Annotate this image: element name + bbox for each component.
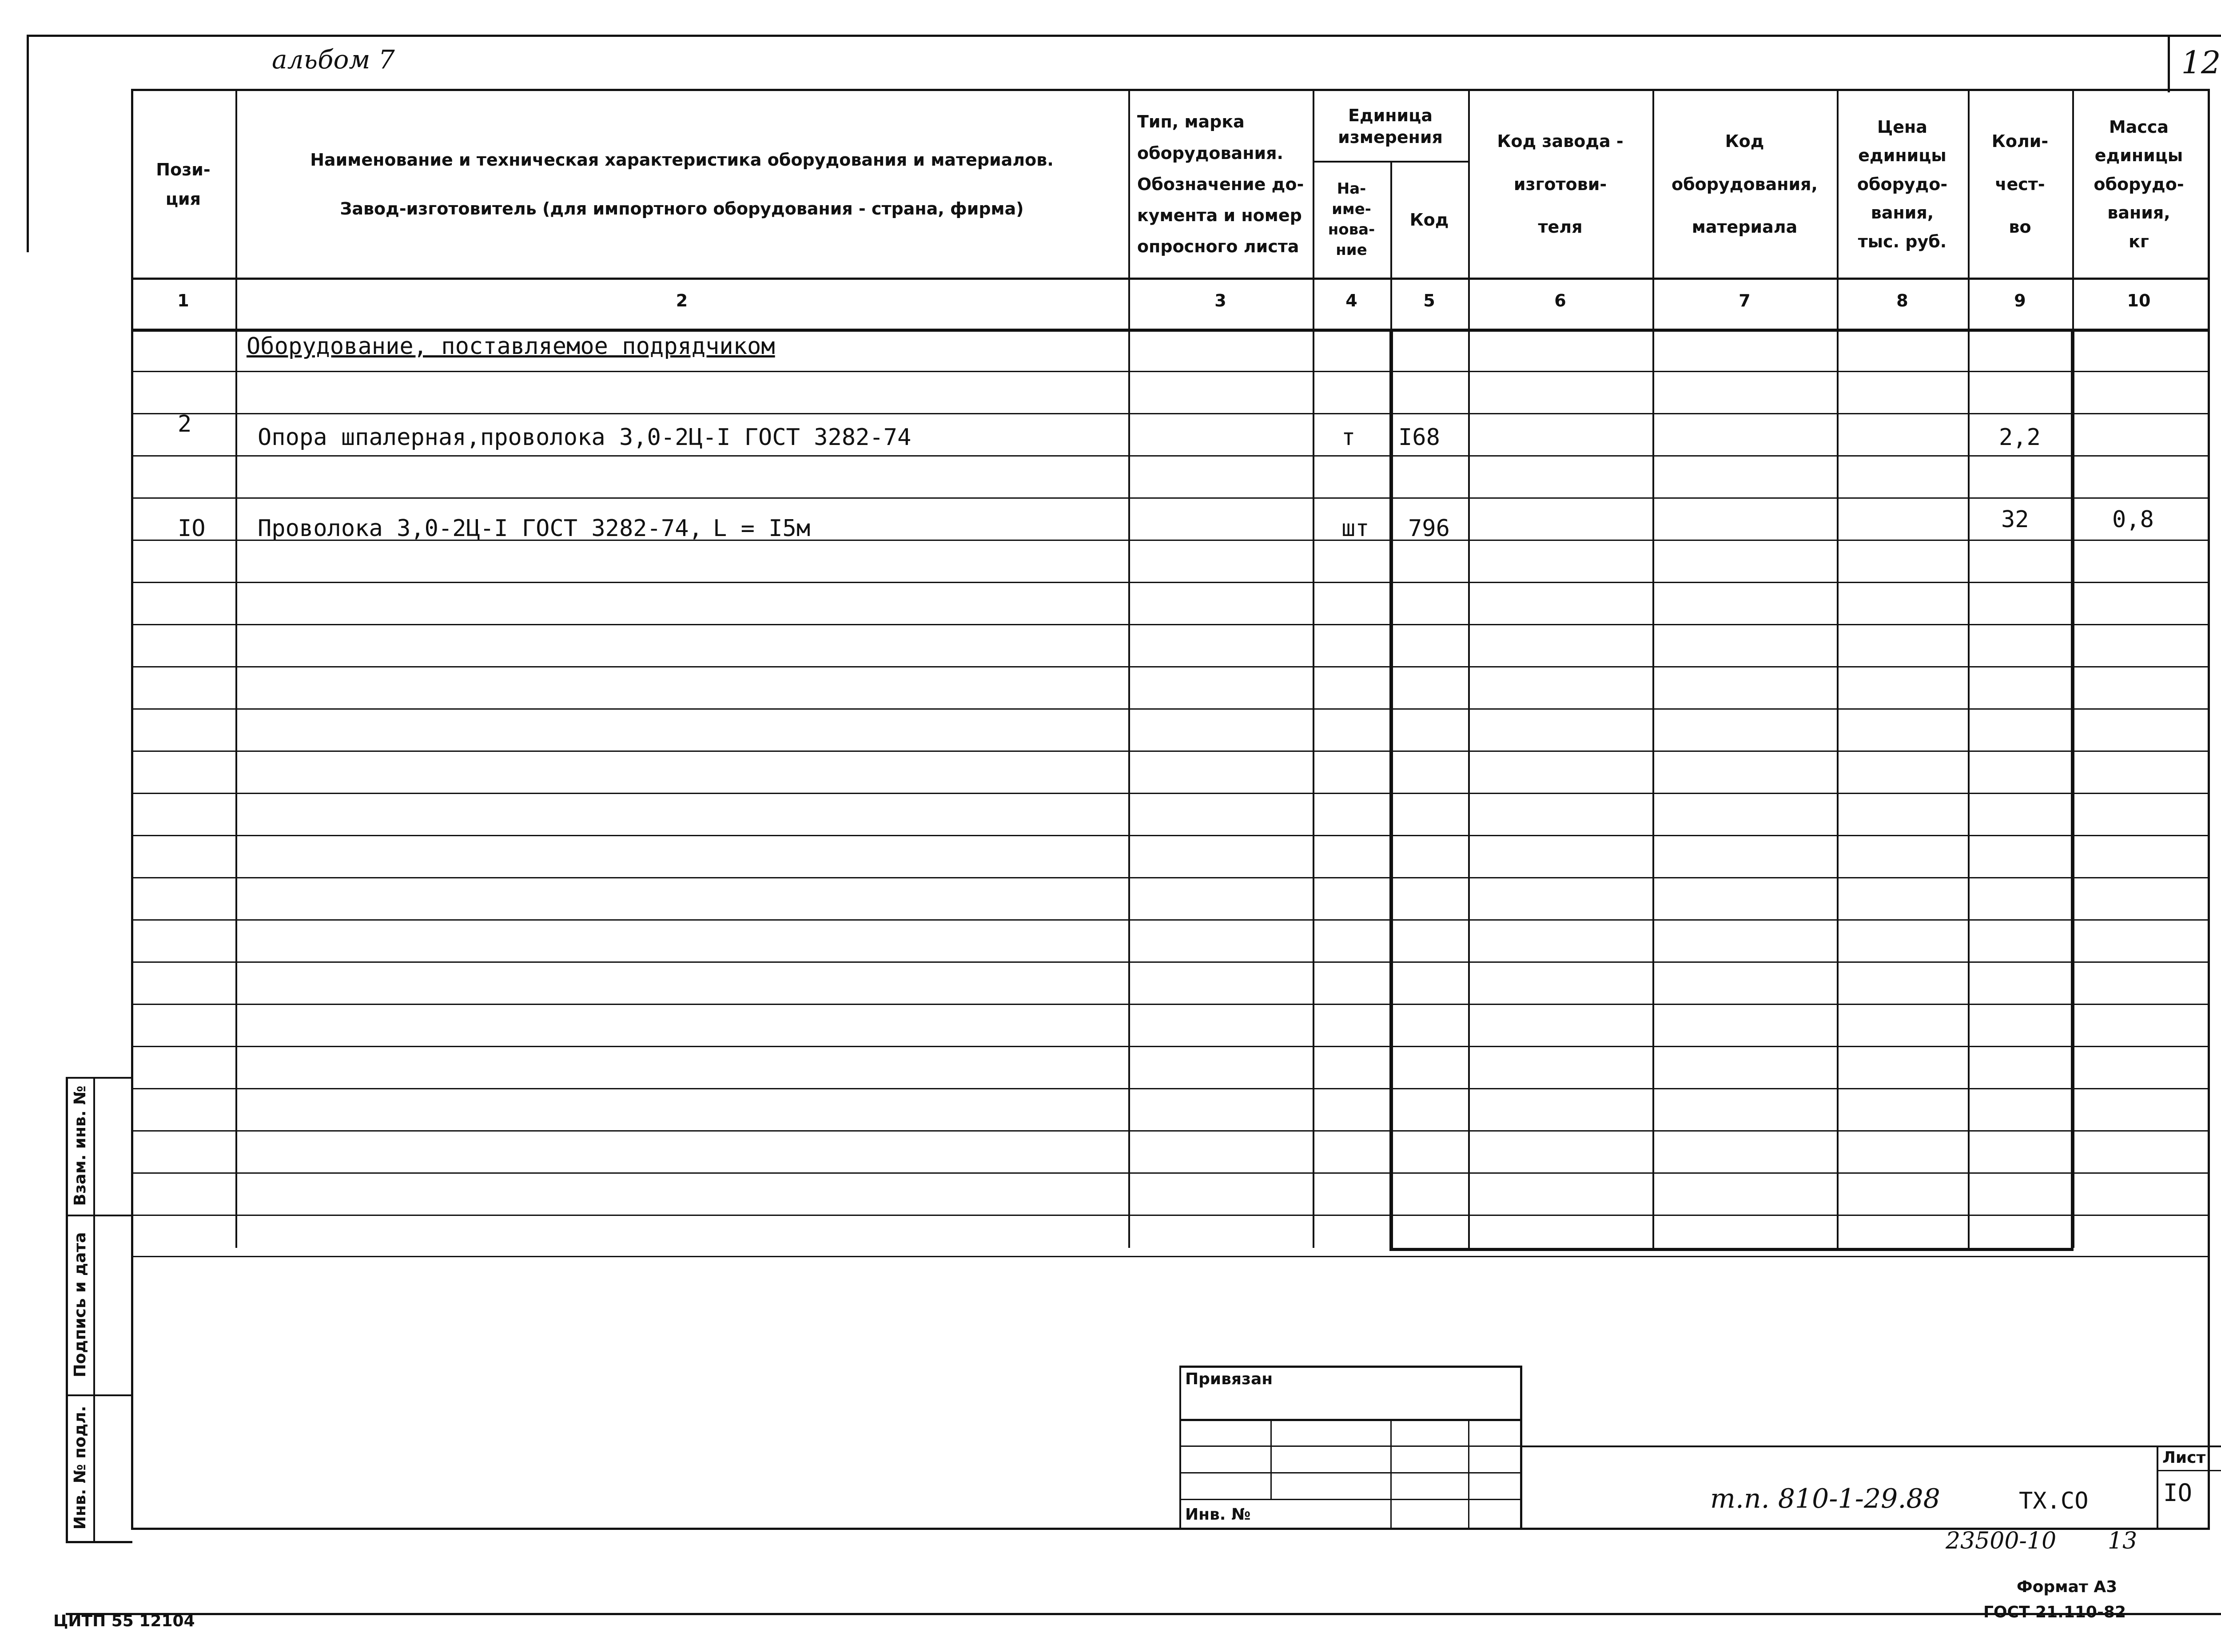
row-line xyxy=(131,413,2208,414)
row-line xyxy=(131,1130,2208,1132)
row-line xyxy=(131,455,2208,457)
colnum-8: 8 xyxy=(1896,291,1908,310)
frame-top xyxy=(27,35,2221,37)
header-type: Тип, марка оборудования. Обозначение до- кумента и номер опросного листа xyxy=(1137,112,1304,257)
body-bottom-line xyxy=(131,1256,2208,1257)
header-name: Наименование и техническая характеристика оборудования и материалов. Завод-изготовитель (для импортного оборудования - страна, фирма) xyxy=(310,150,1054,218)
row-1-name: Опора шпалерная,проволока 3,0-2Ц-I ГОСТ 3282-74 xyxy=(258,424,911,451)
row-line xyxy=(131,1004,2208,1005)
row-line xyxy=(131,1215,2208,1216)
priv-h4 xyxy=(1179,1499,1521,1500)
stamp-div-2 xyxy=(66,1394,132,1396)
row-2-pos: IO xyxy=(178,515,206,542)
colnum-6: 6 xyxy=(1554,291,1566,310)
format-label: Формат А3 xyxy=(2017,1578,2118,1596)
row-line xyxy=(131,751,2208,752)
row-line xyxy=(131,919,2208,921)
colnum-5: 5 xyxy=(1423,291,1435,310)
gost-label: ГОСТ 21.110-82 xyxy=(1983,1603,2126,1621)
header-factory-code: Код завода - изготови- теля xyxy=(1497,131,1624,237)
thick-box-bottom xyxy=(1389,1248,2074,1251)
colnum-bottom-line xyxy=(131,329,2208,332)
frame-bottom xyxy=(66,1613,2221,1615)
colnum-4: 4 xyxy=(1345,291,1357,310)
colnum-7: 7 xyxy=(1739,291,1751,310)
colnum-1: 1 xyxy=(177,291,189,310)
handwritten-number: 23500-10 xyxy=(1946,1528,2057,1554)
colnum-3: 3 xyxy=(1214,291,1226,310)
header-qty: Коли- чест- во xyxy=(1991,131,2049,237)
header-unit-name: На- име- нова- ние xyxy=(1328,180,1375,259)
tb-sheet-left xyxy=(2157,1446,2158,1530)
row-line xyxy=(131,1088,2208,1089)
colnum-2: 2 xyxy=(676,291,688,310)
thick-box-right xyxy=(2071,331,2074,1248)
row-line xyxy=(131,961,2208,963)
row-line xyxy=(131,708,2208,710)
stamp-top xyxy=(66,1077,132,1079)
header-pos: Пози- ция xyxy=(156,159,211,209)
album-label: альбом 7 xyxy=(272,44,395,75)
row-line xyxy=(131,371,2208,372)
citp-label: ЦИТП 55 12104 xyxy=(53,1612,195,1630)
row-1-pos: 2 xyxy=(178,411,192,437)
tb-sheet-div xyxy=(2157,1470,2221,1471)
sheet-label: Лист xyxy=(2162,1449,2206,1467)
tb-right-top xyxy=(1521,1446,2221,1447)
handwritten-page: 13 xyxy=(2108,1528,2137,1554)
priv-v3 xyxy=(1468,1419,1469,1530)
stamp-outer-left xyxy=(66,1077,68,1543)
row-2-length: L = I5м xyxy=(713,515,811,542)
priv-h3 xyxy=(1179,1472,1521,1473)
header-equipment-code: Код оборудования, материала xyxy=(1672,131,1818,237)
row-line xyxy=(131,582,2208,583)
row-2-code: 796 xyxy=(1408,515,1450,542)
stamp-inv-label: Инв. № подл. xyxy=(71,1406,89,1530)
priv-h1 xyxy=(1179,1419,1521,1421)
row-2-name: Проволока 3,0-2Ц-I ГОСТ 3282-74, xyxy=(258,515,703,542)
sheet-number: IO xyxy=(2163,1479,2193,1507)
header-unit-code: Код xyxy=(1409,210,1449,230)
header-unit-group: Единица измерения xyxy=(1338,105,1443,147)
priv-top xyxy=(1179,1366,1521,1368)
row-line xyxy=(131,1046,2208,1047)
row-line xyxy=(131,666,2208,667)
row-1-unit: т xyxy=(1341,424,1356,451)
inv-no-label: Инв. № xyxy=(1185,1505,1251,1524)
row-line xyxy=(131,793,2208,794)
row-2-qty: 32 xyxy=(2001,506,2029,533)
priv-v1 xyxy=(1270,1419,1272,1499)
header-price: Цена единицы оборудо- вания, тыс. руб. xyxy=(1857,117,1948,251)
priv-v2 xyxy=(1390,1419,1392,1530)
priv-left xyxy=(1179,1366,1181,1530)
row-1-code: I68 xyxy=(1398,424,1440,451)
frame-left xyxy=(27,35,29,252)
row-line xyxy=(131,835,2208,836)
row-1-qty: 2,2 xyxy=(1999,424,2041,451)
priv-right xyxy=(1520,1366,1522,1530)
row-2-unit: шт xyxy=(1341,515,1369,542)
stamp-vzam-label: Взам. инв. № xyxy=(71,1085,89,1206)
priv-h2 xyxy=(1179,1446,1521,1447)
stamp-inner-left xyxy=(93,1077,95,1543)
titleblock-bottom xyxy=(131,1528,2210,1530)
row-line xyxy=(131,1172,2208,1174)
corner-box-left xyxy=(2168,35,2170,92)
thick-box-left xyxy=(1389,331,1393,1248)
section-title: Оборудование, поставляемое подрядчиком xyxy=(247,333,775,360)
header-mass: Масса единицы оборудо- вания, кг xyxy=(2094,117,2184,251)
stamp-podpis-label: Подпись и дата xyxy=(71,1232,89,1378)
row-line xyxy=(131,497,2208,499)
header-bottom-line xyxy=(131,278,2208,280)
row-2-mass: 0,8 xyxy=(2112,506,2154,533)
doc-code: т.п. 810-1-29.88 xyxy=(1710,1483,1940,1514)
column-line xyxy=(2208,89,2210,1528)
privyazan-label: Привязан xyxy=(1185,1370,1273,1388)
corner-page-number: 12 xyxy=(2181,44,2221,81)
colnum-10: 10 xyxy=(2127,291,2151,310)
doc-mark: ТХ.СО xyxy=(2019,1488,2089,1514)
row-line xyxy=(131,877,2208,878)
stamp-bottom xyxy=(66,1541,132,1543)
row-line xyxy=(131,624,2208,625)
colnum-9: 9 xyxy=(2014,291,2026,310)
